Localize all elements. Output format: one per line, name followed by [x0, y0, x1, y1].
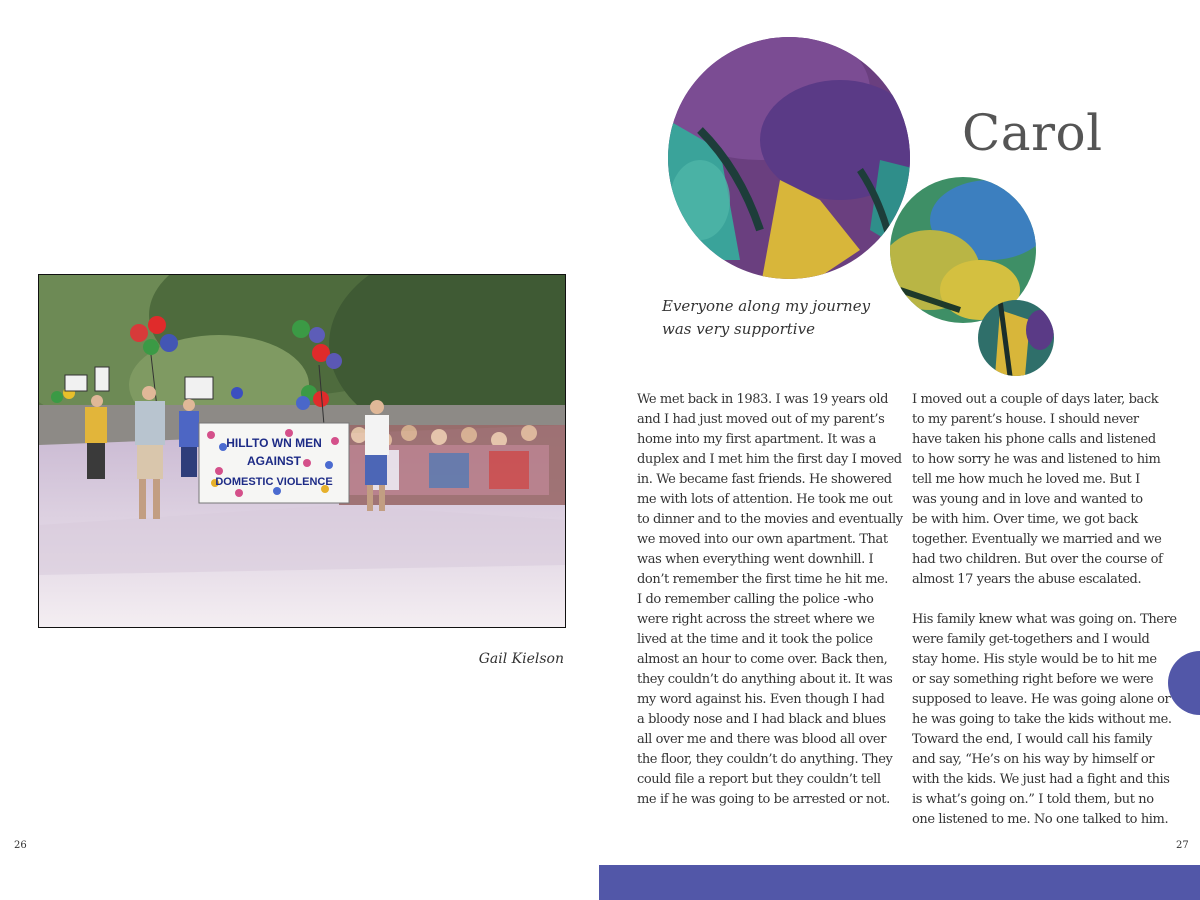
text-line: Toward the end, I would call his family [912, 732, 1153, 747]
text-line: in. We became fast friends. He showered [637, 472, 892, 487]
text-line: is what’s going on.” I told them, but no [912, 792, 1154, 807]
text-line: he was going to take the kids without me. [912, 712, 1172, 727]
text-line: or say something right before we were [912, 672, 1154, 687]
text-line: had two children. But over the course of [912, 552, 1163, 567]
text-line: duplex and I met him the first day I moved [637, 452, 902, 467]
text-line: one listened to me. No one talked to him. [912, 812, 1169, 827]
story-column-2 [912, 390, 1177, 830]
text-line: don’t remember the first time he hit me. [637, 572, 889, 587]
footer-color-bar [599, 865, 1200, 900]
text-line: to dinner and to the movies and eventually [637, 512, 903, 527]
text-line: almost 17 years the abuse escalated. [912, 572, 1142, 587]
banner-line-3: DOMESTIC VIOLENCE [215, 476, 333, 488]
text-line: were family get-togethers and I would [912, 632, 1150, 647]
pull-quote [662, 295, 882, 341]
text-line: me with lots of attention. He took me out [637, 492, 893, 507]
text-line: tell me how much he loved me. But I [912, 472, 1140, 487]
text-line: was when everything went downhill. I [637, 552, 874, 567]
text-line: to how sorry he was and listened to him [912, 452, 1161, 467]
text-line: were right across the street where we [637, 612, 875, 627]
page-number-right: 27 [1176, 840, 1189, 851]
text-line: I moved out a couple of days later, back [912, 392, 1159, 407]
text-line: lived at the time and it took the police [637, 632, 873, 647]
text-line: I do remember calling the police -who [637, 592, 874, 607]
text-line: they couldn’t do anything about it. It was [637, 672, 893, 687]
text-line: we moved into our own apartment. That [637, 532, 888, 547]
photo-caption: Gail Kielson [478, 651, 564, 667]
text-line: be with him. Over time, we got back [912, 512, 1138, 527]
text-line: a bloody nose and I had black and blues [637, 712, 886, 727]
page-title: Carol [962, 104, 1103, 162]
text-line: have taken his phone calls and listened [912, 432, 1156, 447]
large-painted-circle [650, 20, 920, 290]
text-line: with the kids. We just had a fight and this [912, 772, 1170, 787]
text-line: all over me and there was blood all over [637, 732, 887, 747]
text-line: me if he was going to be arrested or not. [637, 792, 890, 807]
story-column-1 [637, 390, 903, 810]
text-line: home into my first apartment. It was a [637, 432, 876, 447]
pull-quote-line: Everyone along my journey [662, 297, 871, 315]
text-line: and I had just moved out of my parent’s [637, 412, 885, 427]
text-line: supposed to leave. He was going alone or [912, 692, 1171, 707]
text-line: the floor, they couldn’t do anything. They [637, 752, 893, 767]
text-line: together. Eventually we married and we [912, 532, 1162, 547]
text-line: was young and in love and wanted to [912, 492, 1143, 507]
pull-quote-line: was very supportive [662, 320, 815, 338]
text-line: His family knew what was going on. There [912, 612, 1177, 627]
text-line: We met back in 1983. I was 19 years old [637, 392, 889, 407]
text-line: and say, “He’s on his way by himself or [912, 752, 1155, 767]
banner-line-1: HILLTO WN MEN [226, 436, 322, 450]
text-line: to my parent’s house. I should never [912, 412, 1139, 427]
banner-line-2: AGAINST [247, 454, 301, 468]
text-line: could file a report but they couldn’t tell [637, 772, 881, 787]
text-line: my word against his. Even though I had [637, 692, 885, 707]
text-line: stay home. His style would be to hit me [912, 652, 1157, 667]
text-line: almost an hour to come over. Back then, [637, 652, 888, 667]
page-number-left: 26 [14, 840, 27, 851]
paragraph-gap [912, 590, 1162, 610]
